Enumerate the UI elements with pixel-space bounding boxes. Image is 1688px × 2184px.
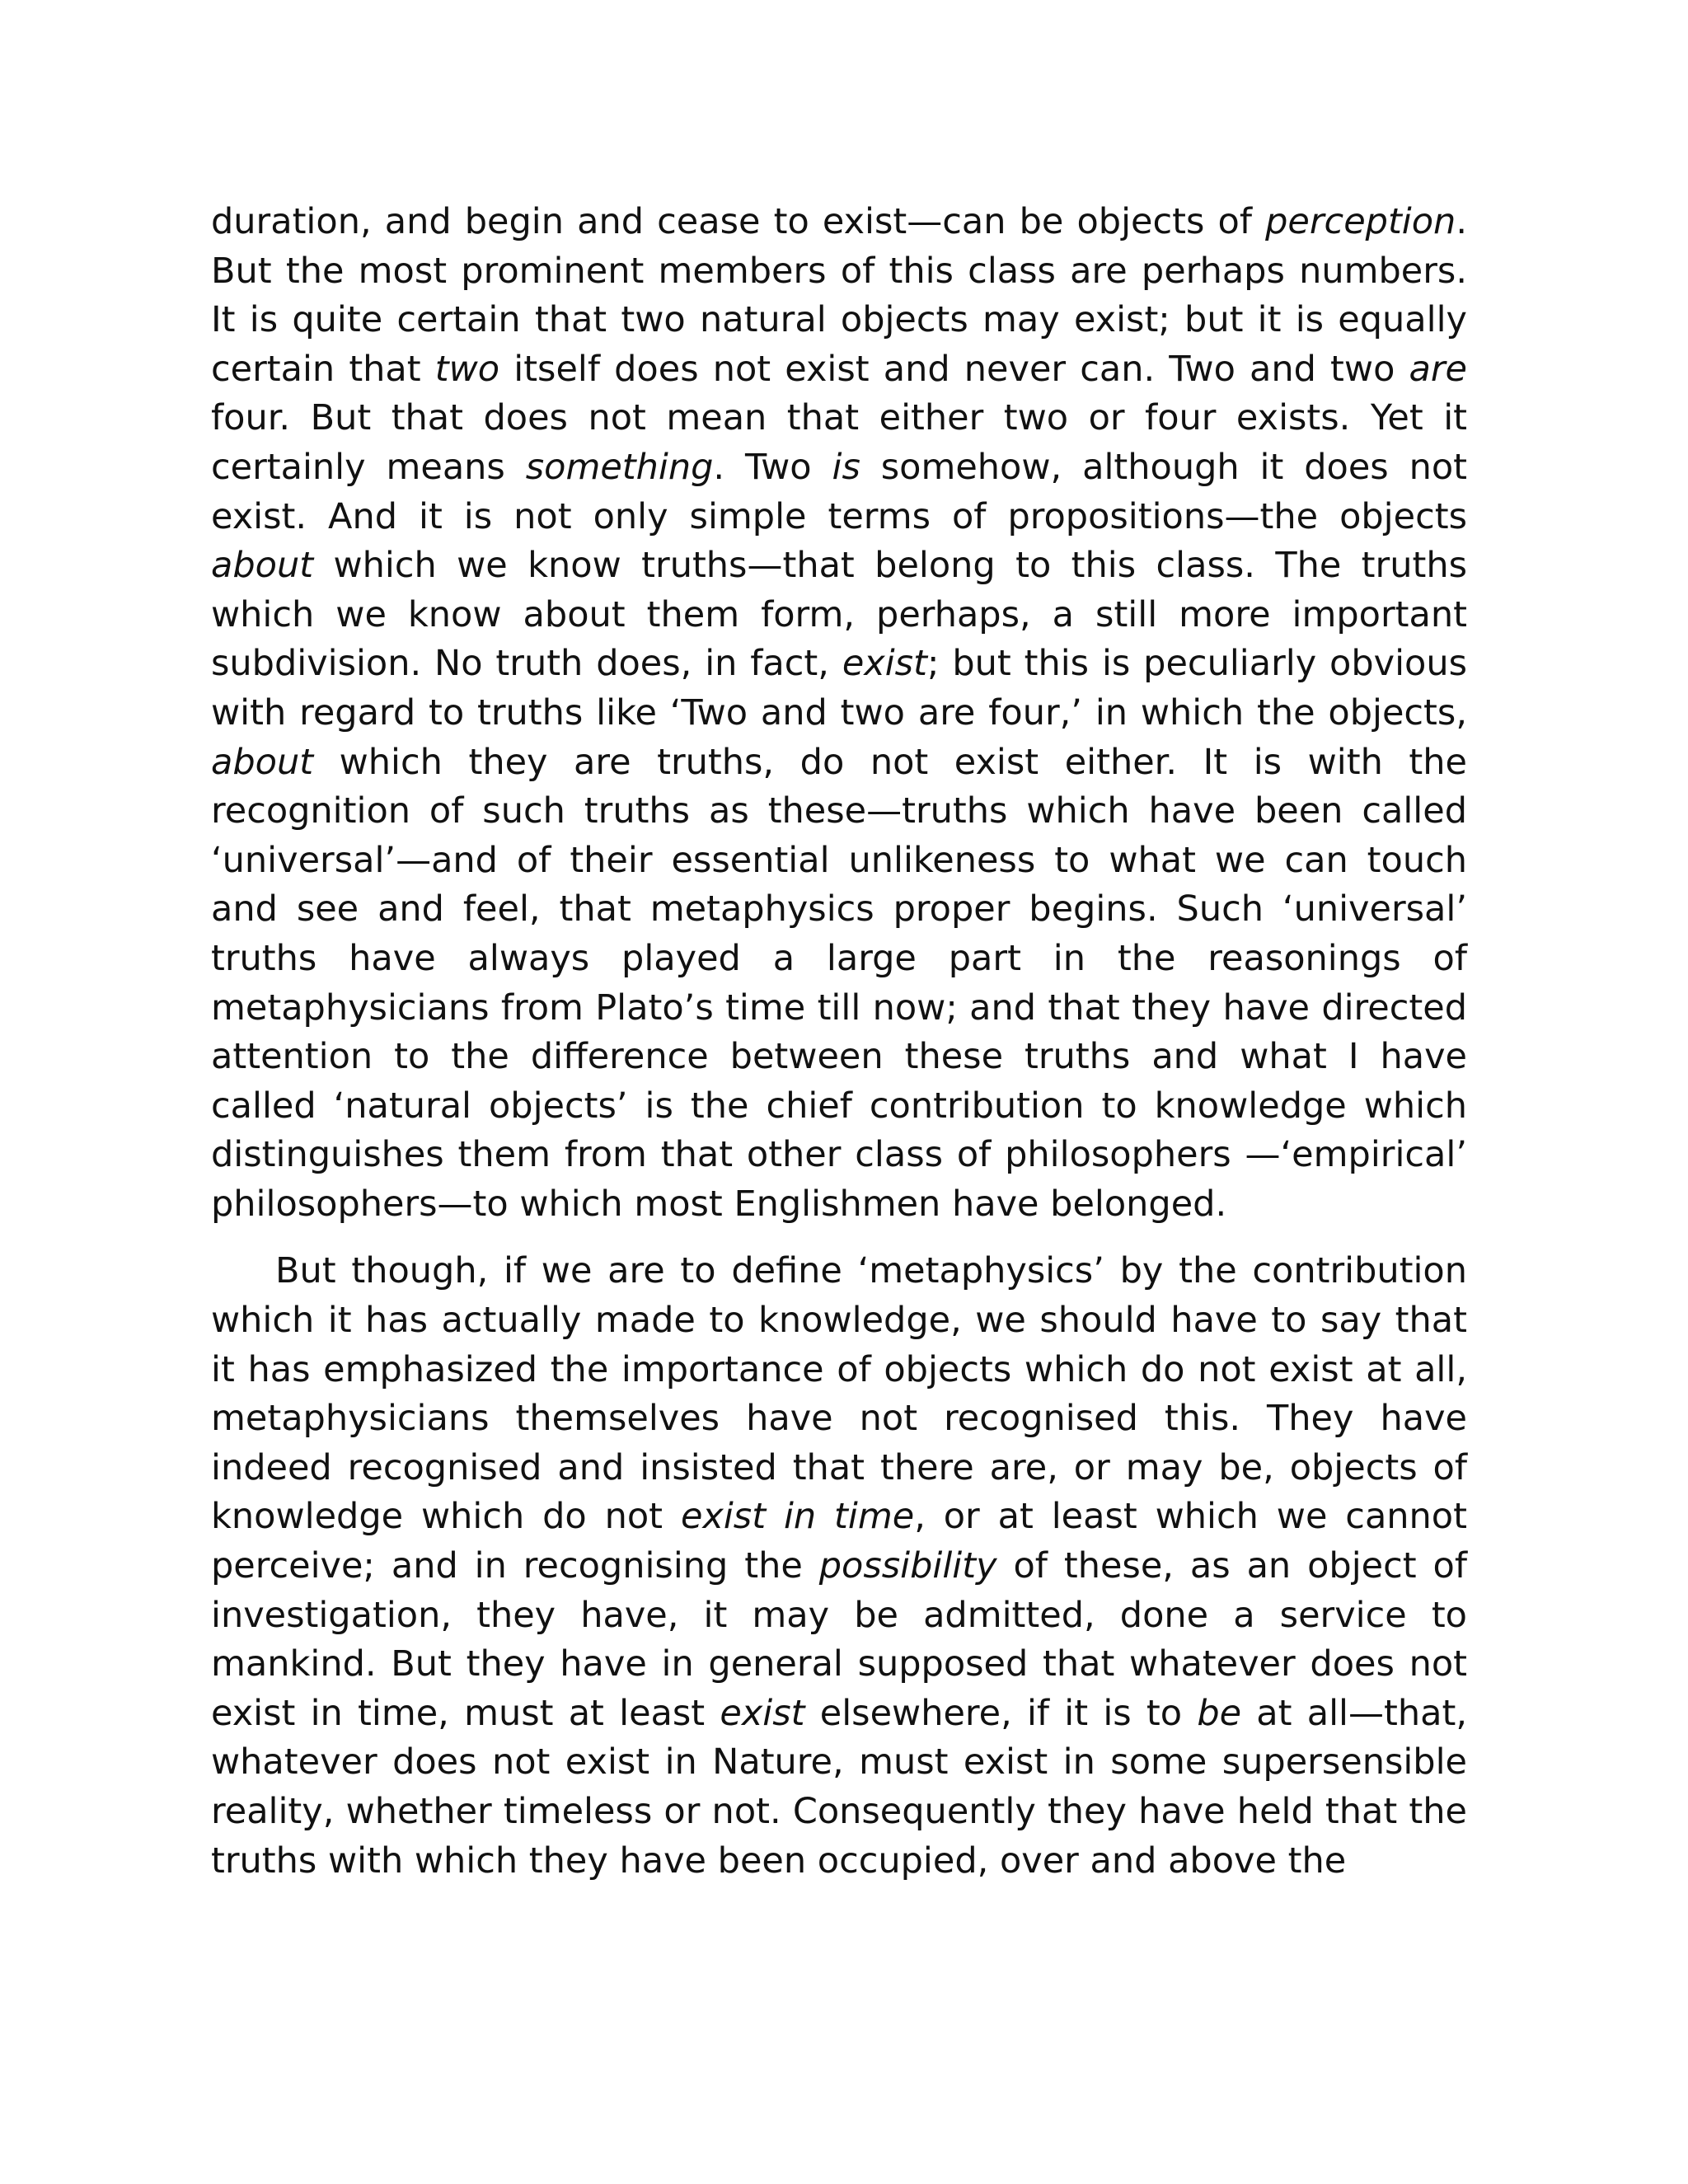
italic-segment: possibility — [818, 1545, 997, 1587]
text-segment: elsewhere, if it is to — [804, 1692, 1198, 1734]
italic-segment: exist — [720, 1692, 805, 1734]
text-segment: which we know truths—that belong to this class. The truths which we know about them form, perhaps, a still more important subdivision. No truth does, in fact, — [211, 545, 1467, 685]
text-segment: , or at least which we cannot perceive; and in recognising the — [211, 1496, 1467, 1587]
italic-segment: exist in time — [680, 1496, 915, 1538]
text-segment: of these, as an object of investigation, they have, it may be admitted, done a service to mankind. But they have in general supposed that whatever does not exist in time, must at least — [211, 1545, 1467, 1734]
text-segment: at all—that, whatever does not exist in Nature, must exist in some supersensible reality, whether timeless or not. Consequently they have held that the truths with which they have been occupied, over and above the — [211, 1692, 1467, 1882]
text-segment: . Two — [713, 446, 832, 488]
italic-segment: be — [1197, 1692, 1242, 1734]
text-segment: duration, and begin and cease to exist—can be objects of — [211, 201, 1266, 242]
italic-segment: are — [1409, 348, 1467, 390]
italic-segment: exist — [842, 643, 927, 685]
body-text — [211, 198, 1467, 1886]
text-segment: ; but this is peculiarly obvious with regard to truths like ‘Two and two are four,’ in which the objects, — [211, 643, 1467, 733]
paragraph-1 — [211, 198, 1467, 1229]
italic-segment: about — [211, 741, 314, 783]
text-segment: itself does not exist and never can. Two and two — [499, 348, 1409, 390]
text-segment: somehow, although it does not exist. And it is not only simple terms of propositions—the objects — [211, 446, 1467, 537]
italic-segment: something — [525, 446, 714, 488]
text-segment: four. But that does not mean that either two or four exists. Yet it certainly means — [211, 397, 1467, 488]
italic-segment: about — [211, 545, 314, 587]
text-segment: But though, if we are to define ‘metaphysics’ by the contribution which it has actually made to knowledge, we should have to say that it has emphasized the importance of objects which do not exist at all, metaphysicians themselves have not recognised this. They have indeed recognised and insisted that there are, or may be, objects of knowledge which do not — [211, 1250, 1467, 1538]
italic-segment: perception — [1265, 201, 1456, 242]
text-segment: which they are truths, do not exist either. It is with the recognition of such truths as these—truths which have been called ‘universal’—and of their essential unlikeness to what we can touch and see and feel, that metaphysics proper begins. Such ‘universal’ truths have always played a large part in the reasonings of metaphysicians from Plato’s time till now; and that they have directed attention to the difference between these truths and what I have called ‘natural objects’ is the chief contribution to knowledge which distinguishes them from that other class of philosophers —‘empirical’ philosophers—to which most Englishmen have belonged. — [211, 741, 1467, 1225]
text-segment: . But the most prominent members of this class are perhaps numbers. It is quite certain that two natural objects may exist; but it is equally certain that — [211, 201, 1467, 390]
paragraph-2 — [211, 1247, 1467, 1886]
italic-segment: is — [832, 446, 860, 488]
italic-segment: two — [434, 348, 500, 390]
